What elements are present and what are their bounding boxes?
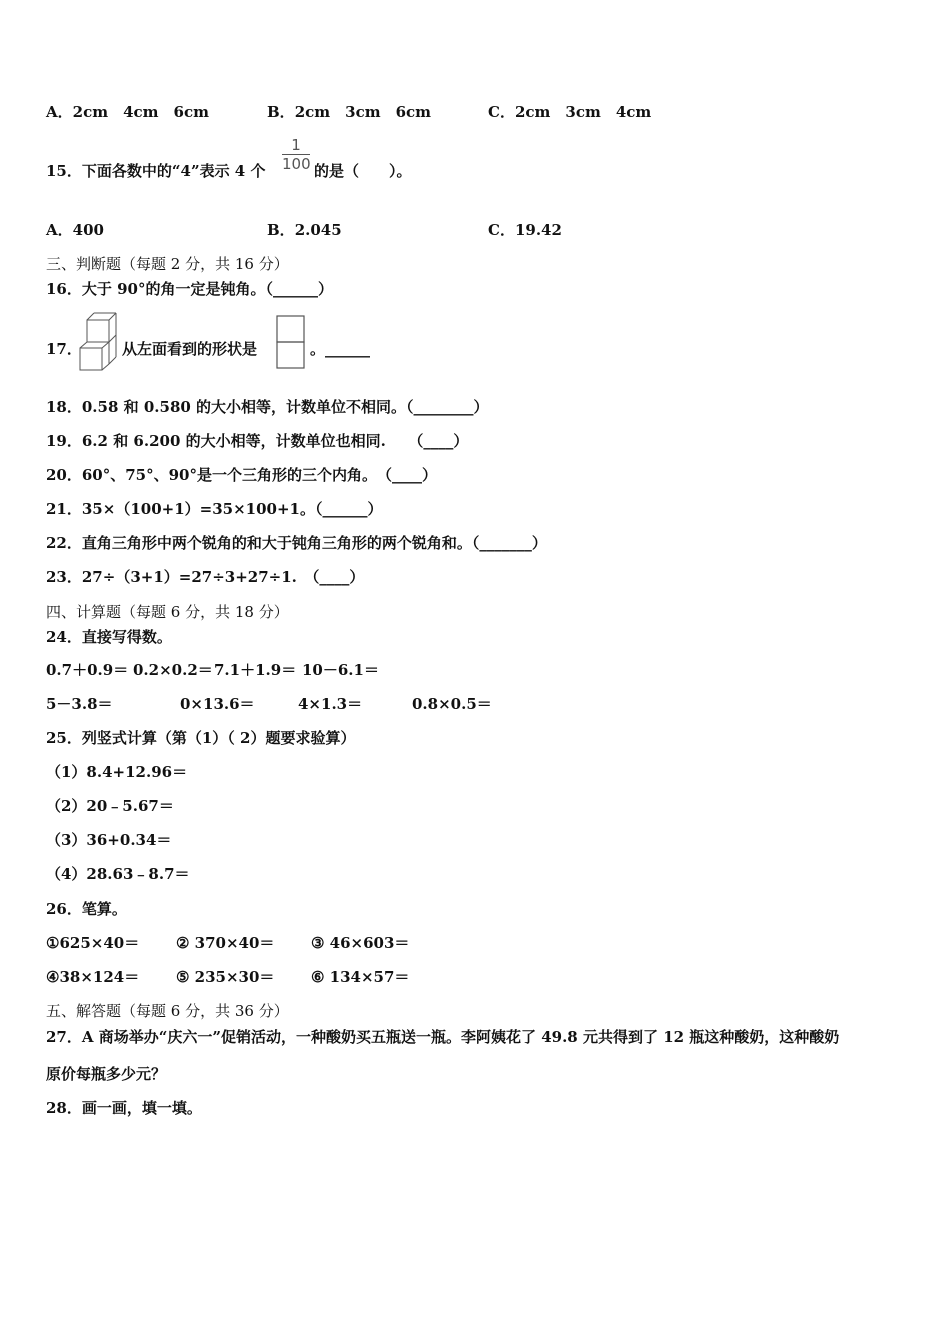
q27-line1: 27．A 商场举办“庆六一”促销活动，一种酸奶买五瓶送一瓶。李阿姨花了 49.8 元共得到了 12 瓶这种酸奶，这种酸奶: [46, 1028, 840, 1046]
q15-suffix: 的是（ ）。: [314, 162, 412, 180]
q18: 18．0.58 和 0.580 的大小相等，计数单位不相同。（________）: [46, 398, 489, 416]
q16: 16．大于 90°的角一定是钝角。（______）: [46, 280, 333, 298]
q19: 19．6.2 和 6.200 的大小相等，计数单位也相同. （____）: [46, 432, 469, 450]
q15-option-a: A．400: [46, 221, 104, 239]
q24-item: 4×1.3＝: [298, 695, 363, 713]
q26-title: 26．笔算。: [46, 900, 127, 918]
q15-prefix: 15．下面各数中的“4”表示 4 个: [46, 162, 266, 180]
q17-number: 17．: [46, 340, 82, 358]
q26-item: ③ 46×603＝: [311, 934, 410, 952]
section-5-heading: 五、解答题（每题 6 分，共 36 分）: [46, 1002, 289, 1020]
q24-item: 0.8×0.5＝: [412, 695, 492, 713]
q14-option-c: C．2cm 3cm 4cm: [488, 103, 652, 121]
q28: 28．画一画，填一填。: [46, 1099, 202, 1117]
fraction-numerator: 1: [291, 136, 301, 154]
q15-fraction: [282, 136, 310, 173]
q23: 23．27÷（3+1）=27÷3+27÷1. （____）: [46, 568, 365, 586]
q24-item: 7.1＋1.9＝: [214, 661, 297, 679]
q26-item: ⑤ 235×30＝: [176, 968, 275, 986]
q25-item: （1）8.4+12.96＝: [46, 763, 188, 781]
q20: 20．60°、75°、90°是一个三角形的三个内角。 （____）: [46, 466, 437, 484]
q21: 21．35×（100+1）=35×100+1。（______）: [46, 500, 383, 518]
q26-item: ⑥ 134×57＝: [311, 968, 410, 986]
q24-item: 0×13.6＝: [180, 695, 255, 713]
section-4-heading: 四、计算题（每题 6 分，共 18 分）: [46, 603, 289, 621]
fraction-denominator: 100: [282, 155, 311, 173]
q22: 22．直角三角形中两个锐角的和大于钝角三角形的两个锐角和。（_______）: [46, 534, 547, 552]
q15-option-b: B．2.045: [267, 221, 342, 239]
q25-item: （2）20﹣5.67＝: [46, 797, 174, 815]
q14-option-b: B．2cm 3cm 6cm: [267, 103, 432, 121]
q25-item: （4）28.63﹣8.7＝: [46, 865, 190, 883]
q14-option-a: A．2cm 4cm 6cm: [46, 103, 209, 121]
q26-item: ①625×40＝: [46, 934, 140, 952]
q24-title: 24．直接写得数。: [46, 628, 172, 646]
q17-text: 从左面看到的形状是: [122, 340, 258, 358]
q17-blank: 。______: [310, 340, 371, 358]
q15-option-c: C．19.42: [488, 221, 562, 239]
stacked-cubes-figure: [78, 312, 120, 372]
q24-item: 0.2×0.2＝: [133, 661, 213, 679]
q26-item: ② 370×40＝: [176, 934, 275, 952]
section-3-heading: 三、判断题（每题 2 分，共 16 分）: [46, 255, 289, 273]
q24-item: 0.7＋0.9＝: [46, 661, 129, 679]
q25-item: （3）36+0.34＝: [46, 831, 172, 849]
q26-item: ④38×124＝: [46, 968, 140, 986]
q24-item: 10－6.1＝: [302, 661, 379, 679]
q24-item: 5－3.8＝: [46, 695, 113, 713]
left-view-figure: [274, 314, 308, 370]
q25-title: 25．列竖式计算（第（1）（ 2）题要求验算）: [46, 729, 356, 747]
q27-line2: 原价每瓶多少元？: [46, 1065, 167, 1083]
